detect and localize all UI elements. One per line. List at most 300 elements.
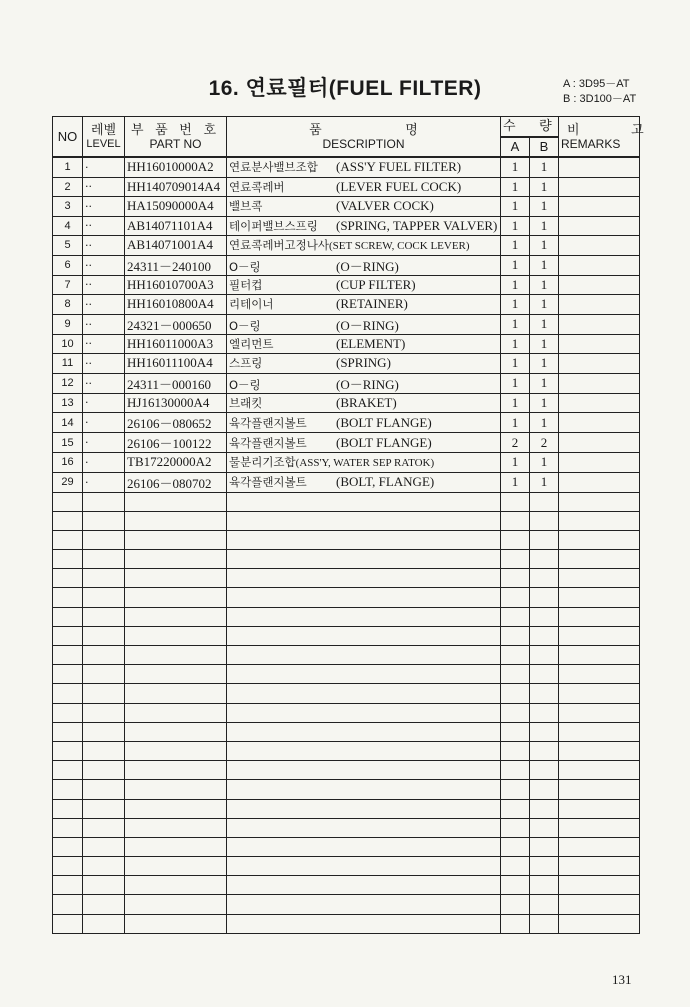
description-en: (SPRING, TAPPER VALVER)	[336, 217, 498, 233]
description-en: (BOLT, FLANGE)	[336, 474, 435, 489]
empty-table-row	[53, 761, 640, 780]
empty-cell	[53, 761, 83, 780]
column-header-desc-en: DESCRIPTION	[322, 136, 405, 151]
empty-cell	[559, 895, 640, 914]
empty-cell	[501, 530, 530, 549]
no-cell: 13	[53, 393, 83, 413]
empty-cell	[501, 876, 530, 895]
empty-cell	[53, 684, 83, 703]
no-cell: 2	[53, 177, 83, 197]
empty-cell	[83, 684, 125, 703]
description-en: (O－RING)	[336, 258, 399, 274]
empty-cell	[530, 626, 559, 645]
empty-cell	[83, 607, 125, 626]
empty-cell	[83, 818, 125, 837]
empty-cell	[501, 780, 530, 799]
empty-cell	[53, 799, 83, 818]
description-ko: O－링	[229, 318, 261, 333]
column-header-qty-b: B	[530, 137, 559, 158]
empty-cell	[83, 837, 125, 856]
description-ko: 엘리먼트	[229, 336, 274, 351]
table-row	[53, 453, 640, 473]
column-header-remarks-en: REMARKS	[561, 136, 621, 151]
empty-cell	[53, 914, 83, 933]
empty-cell	[83, 876, 125, 895]
level-cell: ··	[83, 295, 125, 315]
parts-table	[52, 116, 668, 934]
empty-cell	[501, 722, 530, 741]
table-row	[53, 216, 640, 236]
empty-cell	[227, 492, 501, 511]
empty-cell	[83, 761, 125, 780]
no-cell: 12	[53, 373, 83, 393]
qty-a-cell: 1	[501, 295, 530, 315]
empty-cell	[227, 914, 501, 933]
level-cell: ·	[83, 157, 125, 177]
column-header-part-ko: 부 품 번 호	[130, 121, 221, 137]
no-cell: 10	[53, 334, 83, 354]
qty-a-cell: 1	[501, 393, 530, 413]
empty-cell	[501, 857, 530, 876]
empty-cell	[53, 703, 83, 722]
description-ko: 연료분사밸브조합	[229, 160, 318, 175]
empty-cell	[83, 646, 125, 665]
qty-a-cell: 1	[501, 453, 530, 473]
empty-cell	[530, 780, 559, 799]
empty-cell	[227, 780, 501, 799]
part-no-cell: 24321－000650	[125, 314, 227, 334]
description-ko: 스프링	[229, 356, 263, 371]
empty-cell	[125, 626, 227, 645]
qty-b-cell: 1	[530, 236, 559, 256]
empty-table-row	[53, 665, 640, 684]
qty-b-cell: 1	[530, 314, 559, 334]
empty-table-row	[53, 626, 640, 645]
empty-cell	[530, 646, 559, 665]
empty-cell	[53, 818, 83, 837]
empty-cell	[530, 684, 559, 703]
page-number: 131	[612, 972, 632, 987]
qty-a-cell: 1	[501, 472, 530, 492]
column-header-no: NO	[53, 117, 83, 158]
empty-cell	[125, 646, 227, 665]
empty-cell	[125, 492, 227, 511]
empty-cell	[501, 761, 530, 780]
description-cell	[227, 433, 501, 453]
empty-cell	[530, 722, 559, 741]
empty-cell	[227, 895, 501, 914]
description-ko: 연료콕레버	[229, 179, 285, 194]
empty-cell	[227, 607, 501, 626]
empty-cell	[83, 703, 125, 722]
description-en: (LEVER FUEL COCK)	[336, 178, 462, 194]
empty-cell	[530, 857, 559, 876]
empty-cell	[83, 780, 125, 799]
empty-cell	[125, 857, 227, 876]
empty-table-row	[53, 857, 640, 876]
description-ko: 육각플랜지볼트	[229, 475, 307, 489]
empty-cell	[559, 530, 640, 549]
empty-cell	[53, 876, 83, 895]
qty-b-cell: 1	[530, 413, 559, 433]
qty-b-cell: 1	[530, 216, 559, 236]
empty-cell	[530, 799, 559, 818]
qty-a-cell: 1	[501, 314, 530, 334]
table-row	[53, 472, 640, 492]
part-no-cell: AB14071001A4	[125, 236, 227, 256]
empty-cell	[530, 607, 559, 626]
table-row	[53, 314, 640, 334]
no-cell: 14	[53, 413, 83, 433]
empty-cell	[125, 914, 227, 933]
empty-cell	[83, 741, 125, 760]
empty-cell	[53, 837, 83, 856]
empty-cell	[53, 780, 83, 799]
column-header-remarks	[559, 117, 668, 158]
no-cell: 4	[53, 216, 83, 236]
empty-cell	[227, 818, 501, 837]
description-en: (ASS'Y FUEL FILTER)	[336, 159, 462, 175]
empty-cell	[559, 607, 640, 626]
level-cell: ·	[83, 472, 125, 492]
empty-cell	[530, 837, 559, 856]
empty-cell	[530, 876, 559, 895]
table-row	[53, 157, 640, 177]
empty-cell	[53, 741, 83, 760]
empty-cell	[501, 511, 530, 530]
empty-cell	[53, 895, 83, 914]
qty-a-cell: 2	[501, 433, 530, 453]
part-no-cell: HH16010000A2	[125, 157, 227, 177]
qty-a-cell: 1	[501, 275, 530, 295]
qty-a-cell: 1	[501, 354, 530, 374]
empty-table-row	[53, 722, 640, 741]
empty-cell	[559, 665, 640, 684]
empty-cell	[501, 607, 530, 626]
empty-cell	[227, 876, 501, 895]
parts-table-body	[53, 157, 640, 933]
description-en: (SET SCREW, COCK LEVER)	[328, 240, 470, 253]
empty-cell	[83, 626, 125, 645]
description-en: (BOLT FLANGE)	[336, 434, 432, 450]
empty-cell	[501, 684, 530, 703]
empty-cell	[227, 530, 501, 549]
empty-cell	[530, 550, 559, 569]
description-cell	[227, 275, 501, 295]
empty-cell	[559, 684, 640, 703]
description-ko: 필터컵	[229, 277, 263, 292]
column-header-level-ko: 레벨	[90, 121, 117, 137]
column-header-desc-ko: 품 명	[309, 121, 458, 137]
remarks-cell	[559, 472, 640, 492]
column-header-remarks-ko: 비 고	[567, 121, 668, 137]
empty-cell	[530, 895, 559, 914]
empty-cell	[559, 761, 640, 780]
description-cell	[227, 314, 501, 334]
description-ko: 브래킷	[229, 395, 263, 410]
description-en: (RETAINER)	[336, 296, 408, 312]
empty-cell	[559, 626, 640, 645]
description-cell	[227, 177, 501, 197]
empty-cell	[530, 492, 559, 511]
description-ko: 테이퍼밸브스프링	[229, 218, 318, 233]
level-cell: ··	[83, 177, 125, 197]
empty-cell	[83, 492, 125, 511]
part-no-cell: TB17220000A2	[125, 453, 227, 473]
empty-cell	[53, 492, 83, 511]
page-title: 16. 연료필터(FUEL FILTER)	[208, 77, 482, 100]
empty-table-row	[53, 569, 640, 588]
table-row	[53, 354, 640, 374]
description-en: (VALVER COCK)	[336, 198, 434, 214]
remarks-cell	[559, 373, 640, 393]
remarks-cell	[559, 216, 640, 236]
empty-cell	[227, 857, 501, 876]
no-cell: 3	[53, 197, 83, 217]
empty-cell	[125, 569, 227, 588]
empty-cell	[530, 588, 559, 607]
description-cell	[227, 197, 501, 217]
column-header-qty-a: A	[501, 137, 530, 158]
empty-table-row	[53, 837, 640, 856]
part-no-cell: HJ16130000A4	[125, 393, 227, 413]
no-cell: 5	[53, 236, 83, 256]
empty-cell	[559, 511, 640, 530]
description-cell	[227, 295, 501, 315]
qty-b-cell: 2	[530, 433, 559, 453]
description-ko: 물분리기조합	[229, 455, 296, 470]
model-b-label: B : 3D100－AT	[563, 93, 637, 105]
empty-cell	[53, 569, 83, 588]
column-header-part-no	[125, 117, 227, 158]
empty-cell	[53, 646, 83, 665]
qty-a-cell: 1	[501, 236, 530, 256]
qty-a-cell: 1	[501, 177, 530, 197]
description-cell	[227, 354, 501, 374]
empty-cell	[125, 703, 227, 722]
empty-table-row	[53, 492, 640, 511]
no-cell: 8	[53, 295, 83, 315]
table-row	[53, 334, 640, 354]
qty-a-cell: 1	[501, 197, 530, 217]
table-row	[53, 197, 640, 217]
qty-b-cell: 1	[530, 157, 559, 177]
description-en: (SPRING)	[336, 355, 391, 371]
empty-cell	[125, 511, 227, 530]
empty-cell	[83, 914, 125, 933]
description-en: (BOLT FLANGE)	[336, 414, 432, 430]
part-no-cell: AB14071101A4	[125, 216, 227, 236]
description-ko: 리테이너	[229, 297, 274, 312]
empty-table-row	[53, 550, 640, 569]
empty-cell	[501, 588, 530, 607]
model-a-label: A : 3D95－AT	[563, 78, 630, 90]
empty-cell	[227, 761, 501, 780]
empty-cell	[530, 703, 559, 722]
remarks-cell	[559, 413, 640, 433]
empty-cell	[125, 722, 227, 741]
empty-cell	[83, 722, 125, 741]
description-cell	[227, 373, 501, 393]
empty-table-row	[53, 703, 640, 722]
empty-cell	[559, 492, 640, 511]
description-ko: O－링	[229, 259, 261, 274]
empty-cell	[559, 741, 640, 760]
empty-cell	[83, 665, 125, 684]
description-ko: 육각플랜지볼트	[229, 415, 307, 430]
part-no-cell: 26106－080702	[125, 472, 227, 492]
empty-cell	[530, 530, 559, 549]
qty-b-cell: 1	[530, 255, 559, 275]
level-cell: ··	[83, 354, 125, 374]
empty-cell	[501, 550, 530, 569]
empty-cell	[530, 665, 559, 684]
description-ko: 육각플랜지볼트	[229, 435, 307, 450]
no-cell: 9	[53, 314, 83, 334]
level-cell: ·	[83, 453, 125, 473]
empty-cell	[530, 511, 559, 530]
qty-a-cell: 1	[501, 157, 530, 177]
empty-cell	[53, 530, 83, 549]
qty-a-cell: 1	[501, 413, 530, 433]
empty-table-row	[53, 895, 640, 914]
empty-table-row	[53, 588, 640, 607]
table-row	[53, 236, 640, 256]
empty-cell	[227, 722, 501, 741]
remarks-cell	[559, 393, 640, 413]
part-no-cell: HH16011000A3	[125, 334, 227, 354]
level-cell: ·	[83, 433, 125, 453]
empty-cell	[83, 530, 125, 549]
level-cell: ··	[83, 275, 125, 295]
empty-table-row	[53, 914, 640, 933]
part-no-cell: 26106－080652	[125, 413, 227, 433]
column-header-part-en: PART NO	[149, 136, 202, 151]
empty-table-row	[53, 607, 640, 626]
empty-cell	[53, 550, 83, 569]
level-cell: ··	[83, 236, 125, 256]
empty-cell	[227, 741, 501, 760]
empty-cell	[83, 799, 125, 818]
description-cell	[227, 453, 501, 473]
empty-table-row	[53, 530, 640, 549]
empty-cell	[53, 722, 83, 741]
empty-cell	[125, 665, 227, 684]
empty-cell	[227, 550, 501, 569]
remarks-cell	[559, 453, 640, 473]
qty-b-cell: 1	[530, 373, 559, 393]
empty-table-row	[53, 646, 640, 665]
empty-cell	[501, 626, 530, 645]
column-header-level	[83, 117, 125, 158]
description-cell	[227, 255, 501, 275]
description-en: (O－RING)	[336, 376, 399, 392]
empty-cell	[125, 550, 227, 569]
qty-b-cell: 1	[530, 177, 559, 197]
empty-cell	[227, 799, 501, 818]
empty-cell	[559, 722, 640, 741]
qty-b-cell: 1	[530, 295, 559, 315]
remarks-cell	[559, 177, 640, 197]
empty-cell	[125, 837, 227, 856]
no-cell: 15	[53, 433, 83, 453]
empty-cell	[53, 607, 83, 626]
empty-cell	[227, 626, 501, 645]
empty-cell	[125, 799, 227, 818]
empty-cell	[501, 741, 530, 760]
level-cell: ·	[83, 393, 125, 413]
empty-cell	[125, 588, 227, 607]
qty-b-cell: 1	[530, 197, 559, 217]
remarks-cell	[559, 236, 640, 256]
empty-cell	[559, 569, 640, 588]
qty-a-cell: 1	[501, 216, 530, 236]
no-cell: 16	[53, 453, 83, 473]
empty-cell	[559, 837, 640, 856]
qty-b-cell: 1	[530, 354, 559, 374]
part-no-cell: HH16010700A3	[125, 275, 227, 295]
table-row	[53, 295, 640, 315]
part-no-cell: 24311－000160	[125, 373, 227, 393]
empty-cell	[501, 914, 530, 933]
empty-cell	[501, 492, 530, 511]
empty-cell	[530, 761, 559, 780]
empty-cell	[501, 703, 530, 722]
table-row	[53, 433, 640, 453]
no-cell: 1	[53, 157, 83, 177]
qty-a-cell: 1	[501, 373, 530, 393]
empty-cell	[125, 741, 227, 760]
description-en: (ASS'Y, WATER SEP RATOK)	[295, 457, 435, 470]
no-cell: 7	[53, 275, 83, 295]
table-row	[53, 393, 640, 413]
empty-table-row	[53, 780, 640, 799]
table-row	[53, 275, 640, 295]
empty-cell	[559, 646, 640, 665]
empty-cell	[53, 626, 83, 645]
description-en: (CUP FILTER)	[336, 276, 416, 292]
level-cell: ··	[83, 314, 125, 334]
empty-cell	[227, 703, 501, 722]
description-en: (O－RING)	[336, 317, 399, 333]
empty-cell	[125, 895, 227, 914]
model-legend	[563, 77, 636, 107]
column-header-level-en: LEVEL	[86, 137, 121, 150]
empty-cell	[227, 511, 501, 530]
description-en: (ELEMENT)	[336, 335, 406, 351]
empty-cell	[125, 530, 227, 549]
empty-cell	[83, 511, 125, 530]
empty-cell	[227, 837, 501, 856]
empty-cell	[559, 550, 640, 569]
part-no-cell: HH140709014A4	[125, 177, 227, 197]
qty-b-cell: 1	[530, 393, 559, 413]
empty-cell	[83, 895, 125, 914]
description-cell	[227, 216, 501, 236]
table-row	[53, 373, 640, 393]
remarks-cell	[559, 354, 640, 374]
empty-cell	[53, 665, 83, 684]
table-row	[53, 177, 640, 197]
empty-cell	[559, 857, 640, 876]
empty-cell	[530, 741, 559, 760]
empty-cell	[530, 818, 559, 837]
empty-cell	[125, 876, 227, 895]
table-row	[53, 413, 640, 433]
empty-cell	[559, 780, 640, 799]
empty-cell	[559, 588, 640, 607]
empty-cell	[559, 876, 640, 895]
